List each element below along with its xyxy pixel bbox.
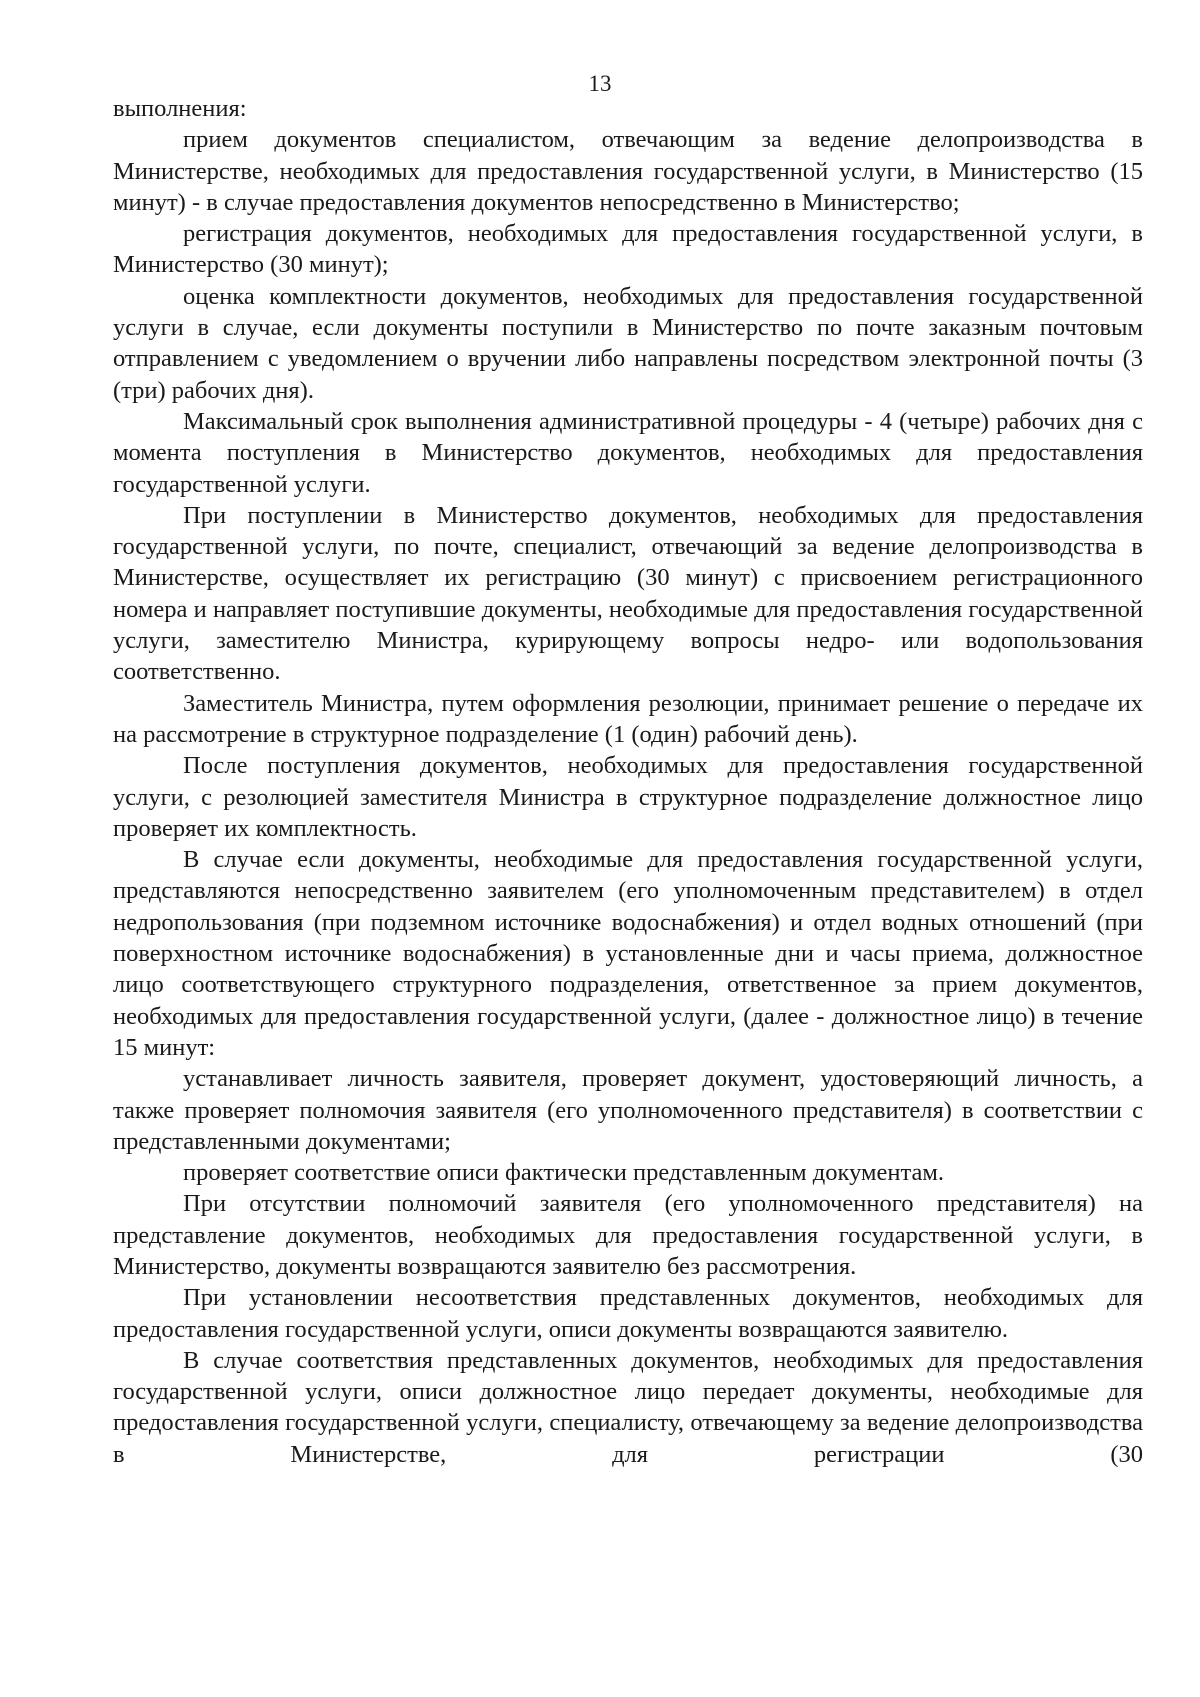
paragraph-postal-receipt: При поступлении в Министерство документов, необходимых для предоставления государственной услуги, по почте, специалист, отвечающий за ведение делопроизводства в Министерстве, осуществляет их регистрацию (30 минут) с присвоением регистрационного номера и направляет поступившие документы, необходимые для предоставления государственной услуги, заместителю Министра, курирующему вопросы недро- или водопользования соответственно.: [113, 501, 1143, 686]
paragraph-document-registration: регистрация документов, необходимых для предоставления государственной услуги, в Министерство (30 минут);: [113, 220, 1143, 279]
paragraph-identity-verification: устанавливает личность заявителя, проверяет документ, удостоверяющий личность, а также проверяет полномочия заявителя (его уполномоченного представителя) в соответствии с представленными документами;: [113, 1065, 1143, 1155]
page-body: [113, 93, 1143, 1470]
page-number: 13: [588, 71, 612, 96]
paragraph-mismatch-return: При установлении несоответствия представленных документов, необходимых для предоставления государственной услуги, описи документы возвращаются заявителю.: [113, 1284, 1143, 1343]
paragraph-maximum-term: Максимальный срок выполнения административной процедуры - 4 (четыре) рабочих дня с момента поступления в Министерство документов, необходимых для предоставления государственной услуги.: [113, 407, 1143, 498]
paragraph-transfer-for-registration: В случае соответствия представленных документов, необходимых для предоставления государственной услуги, описи должностное лицо передает документы, необходимые для предоставления государственной услуги, специалисту, отвечающему за ведение делопроизводства в Министерстве, для регистрации (30: [113, 1346, 1143, 1468]
paragraph-no-authority-return: При отсутствии полномочий заявителя (его уполномоченного представителя) на представление документов, необходимых для предоставления государственной услуги, в Министерство, документы возвращаются заявителю без рассмотрения.: [113, 1190, 1143, 1280]
paragraph-continuation: выполнения:: [113, 95, 247, 122]
paragraph-completeness-assessment: оценка комплектности документов, необходимых для предоставления государственной услуги в случае, если документы поступили в Министерство по почте заказным почтовым отправлением с уведомлением о вручении либо направлены посредством электронной почты (3 (три) рабочих дня).: [113, 282, 1143, 404]
paragraph-inventory-check: проверяет соответствие описи фактически представленным документам.: [183, 1159, 944, 1187]
paragraph-document-reception: прием документов специалистом, отвечающим за ведение делопроизводства в Министерстве, необходимых для предоставления государственной услуги, в Министерство (15 минут) - в случае предоставления документов непосредственно в Министерство;: [113, 126, 1143, 216]
paragraph-deputy-minister-resolution: Заместитель Министра, путем оформления резолюции, принимает решение о передаче их на рассмотрение в структурное подразделение (1 (один) рабочий день).: [113, 689, 1143, 748]
paragraph-direct-submission: В случае если документы, необходимые для предоставления государственной услуги, представляются непосредственно заявителем (его уполномоченным представителем) в отдел недропользования (при подземном источнике водоснабжения) и отдел водных отношений (при поверхностном источнике водоснабжения) в установленные дни и часы приема, должностное лицо соответствующего структурного подразделения, ответственное за прием документов, необходимых для предоставления государственной услуги, (далее - должностное лицо) в течение 15 минут:: [113, 846, 1143, 1061]
paragraph-completeness-check: После поступления документов, необходимых для предоставления государственной услуги, с резолюцией заместителя Министра в структурное подразделение должностное лицо проверяет их комплектность.: [113, 752, 1143, 842]
